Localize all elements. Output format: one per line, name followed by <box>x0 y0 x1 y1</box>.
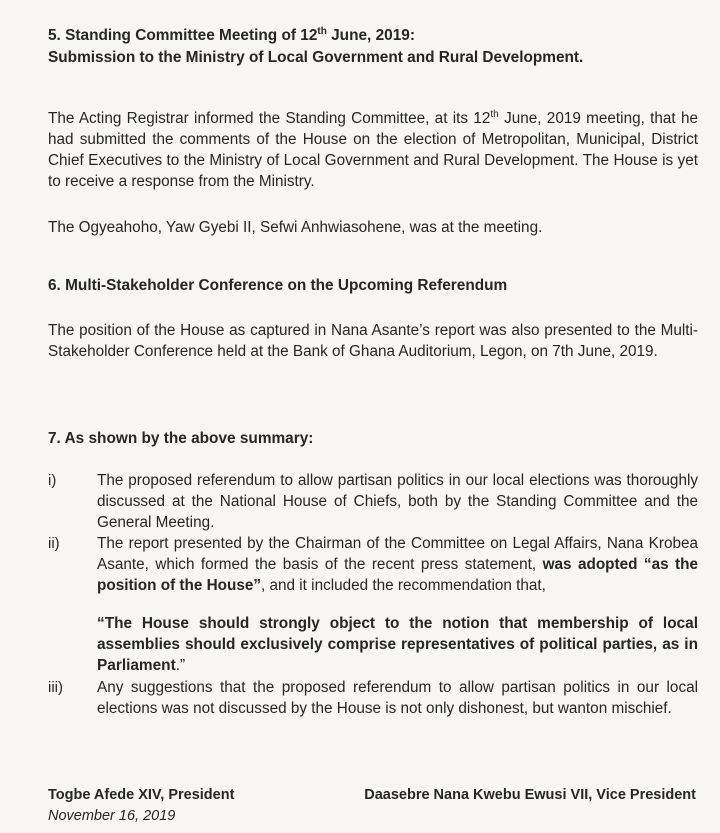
signature-president: Togbe Afede XIV, President <box>48 787 235 803</box>
list-item-i-marker: i) <box>48 472 57 489</box>
section-5-paragraph-2: The Ogyeahoho, Yaw Gyebi II, Sefwi Anhwiasohene, was at the meeting. <box>48 219 543 236</box>
section-5-title: Standing Committee Meeting of 12th June, 2019: <box>65 25 415 44</box>
signature-vice-president: Daasebre Nana Kwebu Ewusi VII, Vice President <box>364 787 696 803</box>
signature-date: November 16, 2019 <box>48 808 176 824</box>
section-5-subtitle: Submission to the Ministry of Local Government and Rural Development. <box>48 49 584 66</box>
section-6-paragraph: The position of the House as captured in Nana Asante’s report was also presented to the Multi-Stakeholder Conference held at the Bank of Ghana Auditorium, Legon, on 7th June, 2019. <box>48 322 698 360</box>
section-5-heading <box>48 25 708 69</box>
list-item-ii-text: The report presented by the Chairman of the Committee on Legal Affairs, Nana Krobea Asante, which formed the basis of the recent press statement, was adopted “as the position of the House”, and it included the recommendation that, <box>97 535 698 594</box>
list-item-iii-marker: iii) <box>48 679 63 696</box>
section-6-heading: 6. Multi-Stakeholder Conference on the Upcoming Referendum <box>48 277 508 294</box>
section-5-paragraph-1: The Acting Registrar informed the Standing Committee, at its 12th June, 2019 meeting, that he had submitted the comments of the House on the election of Metropolitan, Municipal, District Chief Executives to the Ministry of Local Government and Rural Development. The House is yet to receive a response from the Ministry. <box>48 108 698 190</box>
list-item-ii-quote: “The House should strongly object to the notion that membership of local assemblies should exclusively comprise representatives of political parties, as in Parliament.” <box>97 615 698 674</box>
section-5-number: 5. <box>48 27 61 44</box>
list-item-ii-marker: ii) <box>48 535 60 552</box>
adopted-position-emphasis: was adopted “as the position of the House” <box>97 556 698 594</box>
list-item-iii-text: Any suggestions that the proposed referendum to allow partisan politics in our local elections was not discussed by the House is not only dishonest, but wanton mischief. <box>97 679 698 717</box>
section-7-heading: 7. As shown by the above summary: <box>48 430 314 447</box>
list-item-i-text: The proposed referendum to allow partisan politics in our local elections was thoroughly discussed at the National House of Chiefs, both by the Standing Committee and the General Meeting. <box>97 472 698 531</box>
